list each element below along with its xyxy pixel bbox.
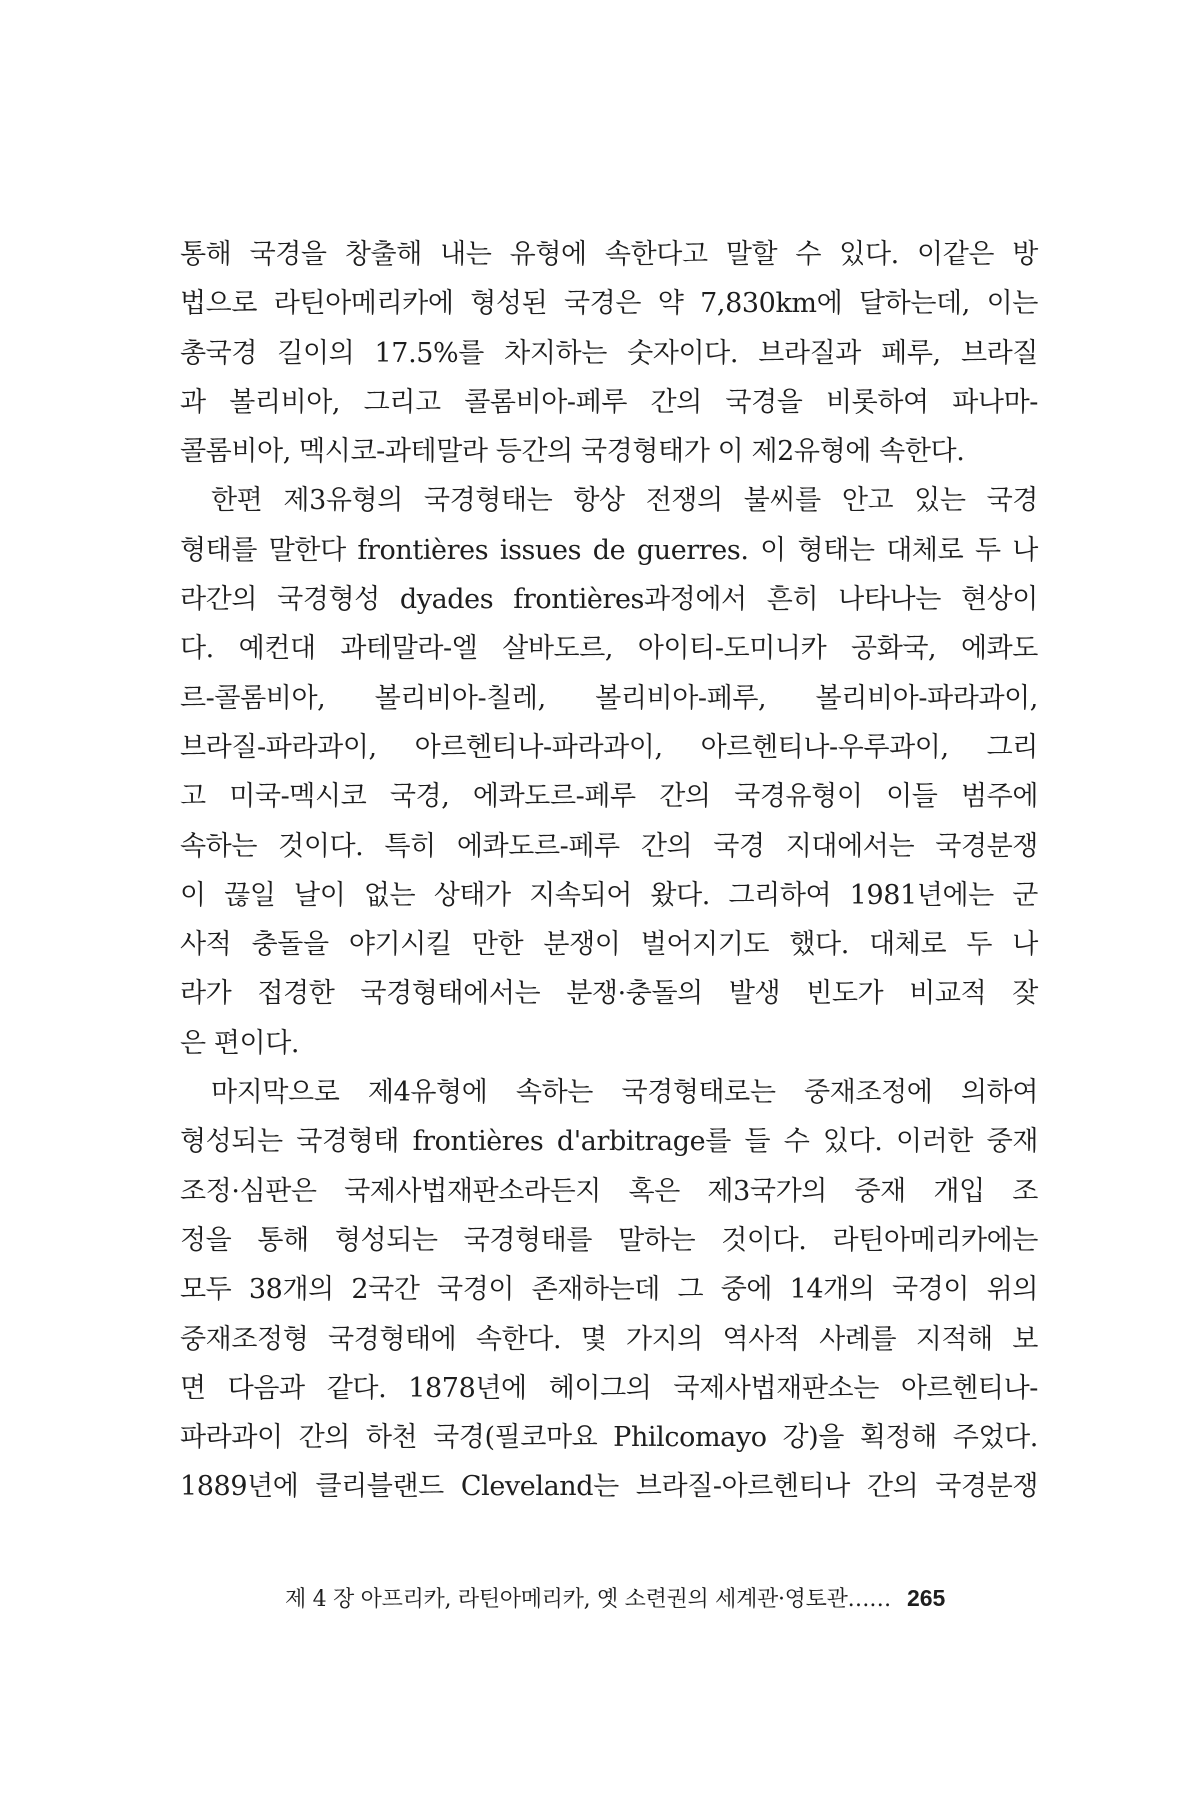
text-line: 정을 통해 형성되는 국경형태를 말하는 것이다. 라틴아메리카에는: [180, 1224, 1038, 1256]
text-line: 라가 접경한 국경형태에서는 분쟁·충돌의 발생 빈도가 비교적 잦: [180, 978, 1038, 1010]
chapter-title: 제 4 장 아프리카, 라틴아메리카, 옛 소련권의 세계관·영토관……: [285, 1587, 891, 1612]
text-line: 브라질-파라과이, 아르헨티나-파라과이, 아르헨티나-우루과이, 그리: [180, 731, 1038, 763]
text-line: 과 볼리비아, 그리고 콜롬비아-페루 간의 국경을 비롯하여 파나마-: [180, 386, 1038, 418]
text-line: 이 끊일 날이 없는 상태가 지속되어 왔다. 그리하여 1981년에는 군: [180, 879, 1038, 911]
page-number: 265: [906, 1585, 946, 1611]
text-line: 1889년에 클리블랜드 Cleveland는 브라질-아르헨티나 간의 국경분쟁: [180, 1471, 1038, 1503]
text-line: 형성되는 국경형태 frontières d'arbitrage를 들 수 있다. 이러한 중재: [180, 1126, 1038, 1158]
text-line: 속하는 것이다. 특히 에콰도르-페루 간의 국경 지대에서는 국경분쟁: [180, 830, 1038, 862]
text-line: 은 편이다.: [180, 1027, 300, 1059]
text-line: 형태를 말한다 frontières issues de guerres. 이 형태는 대체로 두 나: [180, 534, 1038, 566]
text-line: 면 다음과 같다. 1878년에 헤이그의 국제사법재판소는 아르헨티나-: [180, 1372, 1038, 1404]
text-line: 르-콜롬비아, 볼리비아-칠레, 볼리비아-페루, 볼리비아-파라과이,: [180, 682, 1038, 714]
text-line: 법으로 라틴아메리카에 형성된 국경은 약 7,830km에 달하는데, 이는: [180, 288, 1038, 320]
text-line: 총국경 길이의 17.5%를 차지하는 숫자이다. 브라질과 페루, 브라질: [180, 337, 1038, 369]
running-footer: [285, 1578, 945, 1618]
paragraph-start-line: 마지막으로 제4유형에 속하는 국경형태로는 중재조정에 의하여: [211, 1077, 1038, 1109]
text-line: 사적 충돌을 야기시킬 만한 분쟁이 벌어지기도 했다. 대체로 두 나: [180, 929, 1038, 961]
text-line: 고 미국-멕시코 국경, 에콰도르-페루 간의 국경유형이 이들 범주에: [180, 781, 1038, 813]
text-line: 콜롬비아, 멕시코-과테말라 등간의 국경형태가 이 제2유형에 속한다.: [180, 436, 965, 468]
text-line: 조정·심판은 국제사법재판소라든지 혹은 제3국가의 중재 개입 조: [180, 1175, 1038, 1207]
text-line: 라간의 국경형성 dyades frontières과정에서 흔히 나타나는 현상이: [180, 584, 1038, 616]
paragraph-start-line: 한편 제3유형의 국경형태는 항상 전쟁의 불씨를 안고 있는 국경: [211, 485, 1038, 517]
body-text: [180, 230, 1038, 1512]
text-line: 중재조정형 국경형태에 속한다. 몇 가지의 역사적 사례를 지적해 보: [180, 1323, 1038, 1355]
text-line: 파라과이 간의 하천 국경(필코마요 Philcomayo 강)을 획정해 주었다.: [180, 1422, 1038, 1454]
text-line: 다. 예컨대 과테말라-엘 살바도르, 아이티-도미니카 공화국, 에콰도: [180, 633, 1038, 665]
text-line: 모두 38개의 2국간 국경이 존재하는데 그 중에 14개의 국경이 위의: [180, 1274, 1038, 1306]
text-line: 통해 국경을 창출해 내는 유형에 속한다고 말할 수 있다. 이같은 방: [180, 239, 1038, 270]
